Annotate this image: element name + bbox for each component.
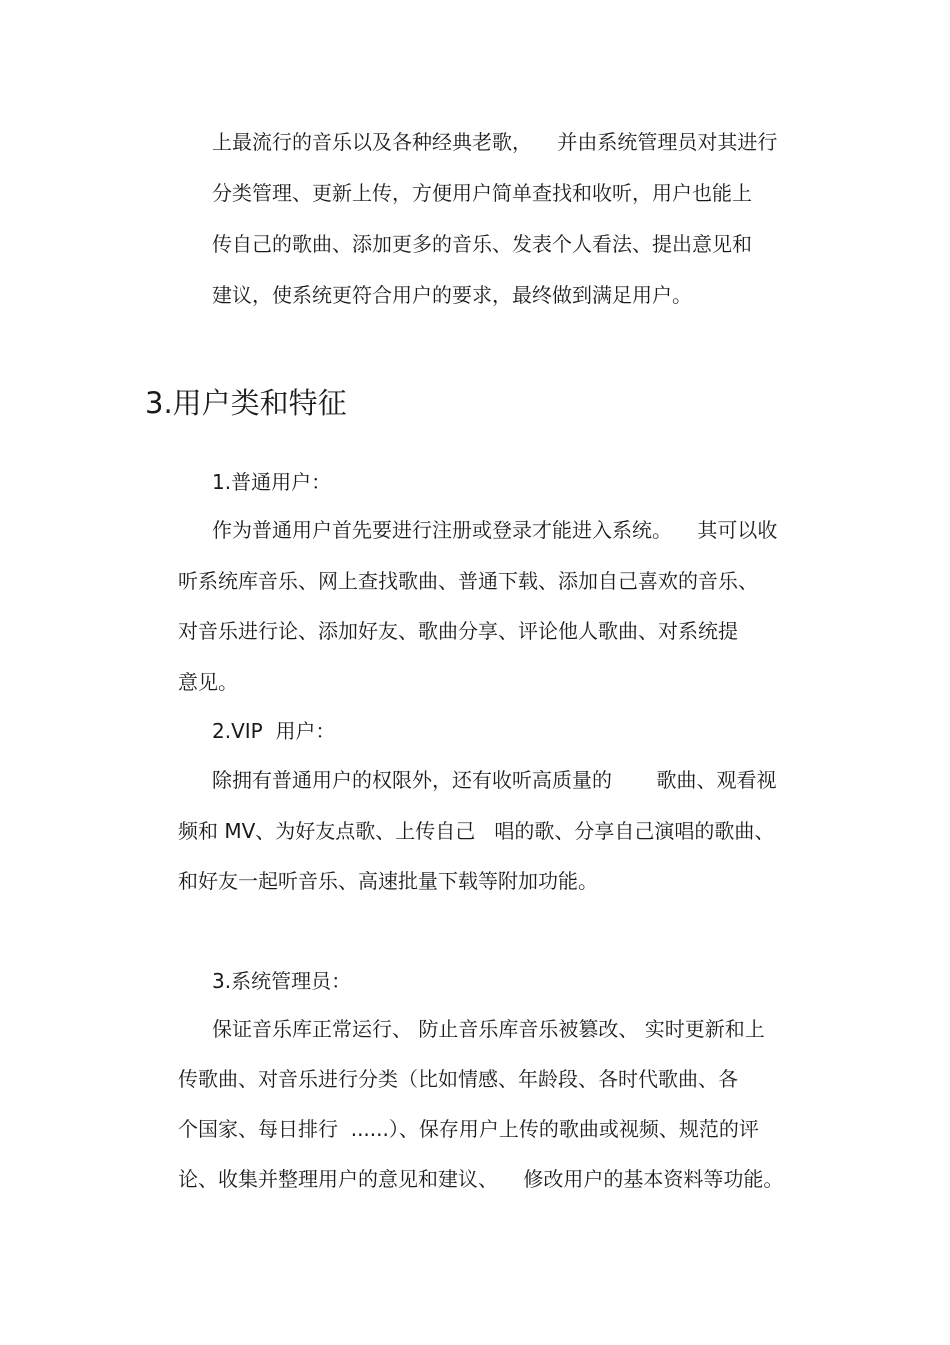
intro-line-2: 分类管理、更新上传，方便用户简单查找和收听，用户也能上 (212, 181, 752, 205)
section-heading: 3.用户类和特征 (145, 386, 347, 420)
intro-line-4: 建议，使系统更符合用户的要求，最终做到满足用户。 (212, 283, 692, 307)
vip-user-line-2: 频和 MV、为好友点歌、上传自己 唱的歌、分享自己演唱的歌曲、 (178, 819, 775, 843)
intro-line-1: 上最流行的音乐以及各种经典老歌， 并由系统管理员对其进行 (212, 130, 778, 154)
normal-user-line-1: 作为普通用户首先要进行注册或登录才能进入系统。 其可以收 (212, 518, 778, 542)
admin-line-4: 论、收集并整理用户的意见和建议、 修改用户的基本资料等功能。 (178, 1167, 784, 1191)
admin-line-3: 个国家、每日排行 ......）、保存用户上传的歌曲或视频、规范的评 (178, 1117, 759, 1141)
vip-user-title: 2.VIP 用户： (212, 719, 336, 743)
normal-user-title: 1.普通用户： (212, 470, 332, 494)
admin-line-1: 保证音乐库正常运行、 防止音乐库音乐被篡改、 实时更新和上 (212, 1017, 765, 1041)
admin-title: 3.系统管理员： (212, 969, 352, 993)
vip-user-line-1: 除拥有普通用户的权限外，还有收听高质量的 歌曲、观看视 (212, 768, 777, 792)
vip-user-line-3: 和好友一起听音乐、高速批量下载等附加功能。 (178, 869, 598, 893)
admin-line-2: 传歌曲、对音乐进行分类（比如情感、年龄段、各时代歌曲、各 (178, 1067, 738, 1091)
normal-user-line-3: 对音乐进行论、添加好友、歌曲分享、评论他人歌曲、对系统提 (178, 619, 738, 643)
intro-line-3: 传自己的歌曲、添加更多的音乐、发表个人看法、提出意见和 (212, 232, 752, 256)
normal-user-line-4: 意见。 (178, 670, 238, 694)
normal-user-line-2: 听系统库音乐、网上查找歌曲、普通下载、添加自己喜欢的音乐、 (178, 569, 758, 593)
